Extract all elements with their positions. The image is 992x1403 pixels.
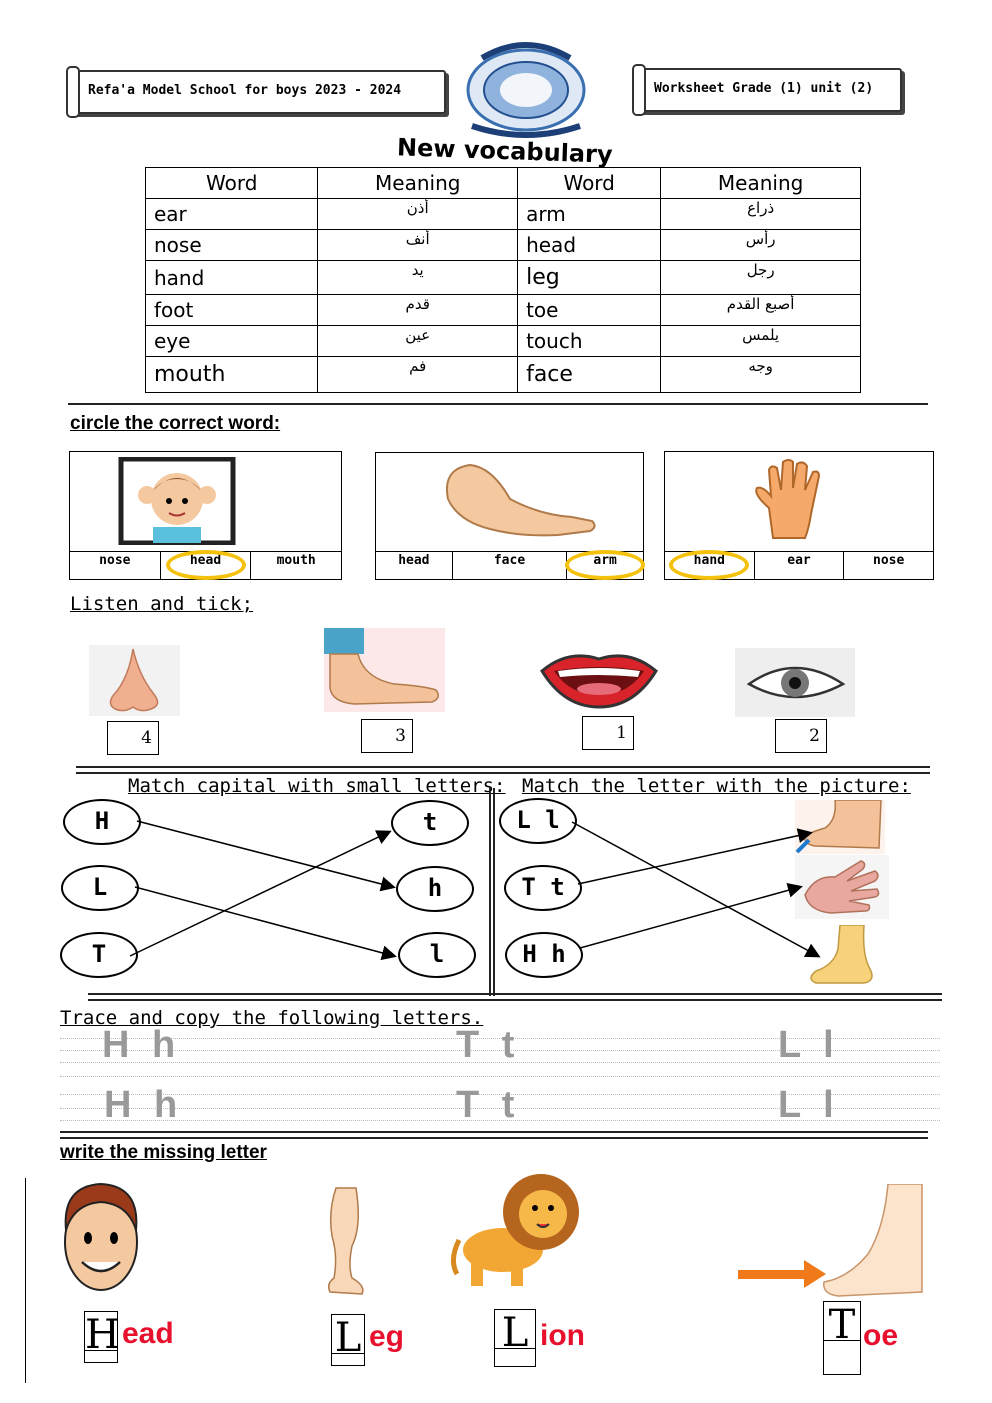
meaning-cell: يد xyxy=(318,261,518,295)
meaning-cell: يلمس xyxy=(661,326,861,357)
word-ending: oe xyxy=(863,1319,899,1352)
word-cell: arm xyxy=(518,199,661,230)
word-cell: foot xyxy=(146,295,318,326)
option-word[interactable]: arm xyxy=(567,552,643,579)
word-cell: face xyxy=(518,357,661,393)
header-meaning-2: Meaning xyxy=(661,168,861,199)
copy-letters[interactable]: H h xyxy=(104,1084,184,1126)
trace-letters[interactable]: L l xyxy=(778,1024,840,1066)
missing-letter-section-title: write the missing letter xyxy=(60,1142,267,1163)
margin-line xyxy=(25,1178,26,1383)
header-word-2: Word xyxy=(518,168,661,199)
word-cell: head xyxy=(518,230,661,261)
worksheet-info: Worksheet Grade (1) unit (2) xyxy=(654,81,874,96)
capital-letter-oval[interactable]: T xyxy=(60,932,138,978)
word-cell: eye xyxy=(146,326,318,357)
option-word[interactable]: face xyxy=(453,552,568,579)
small-letter-oval[interactable]: t xyxy=(391,800,469,846)
small-letter-oval[interactable]: h xyxy=(396,866,474,912)
word-cell: touch xyxy=(518,326,661,357)
header-word-1: Word xyxy=(146,168,318,199)
match-letters-title: Match capital with small letters: xyxy=(128,775,506,797)
word-cell: hand xyxy=(146,261,318,295)
small-letter-oval[interactable]: l xyxy=(398,932,476,978)
meaning-cell: فم xyxy=(318,357,518,393)
toe-foot-picture xyxy=(738,1184,924,1300)
leg-picture xyxy=(322,1186,372,1296)
word-ending: eg xyxy=(369,1320,405,1353)
letter-pair-oval[interactable]: T t xyxy=(504,865,582,911)
circle-section-title: circle the correct word: xyxy=(70,413,281,434)
capital-letter-oval[interactable]: L xyxy=(61,865,139,911)
capital-letter-oval[interactable]: H xyxy=(63,799,141,845)
word-ending: ion xyxy=(540,1319,585,1352)
meaning-cell: أصبع القدم xyxy=(661,295,861,326)
letter-pair-oval[interactable]: L l xyxy=(499,798,577,844)
school-name: Refa'a Model School for boys 2023 - 2024 xyxy=(88,83,402,98)
vocabulary-title: New vocabulary xyxy=(396,133,614,169)
option-word[interactable]: nose xyxy=(70,552,161,579)
dotted-line xyxy=(60,1076,940,1077)
copy-letters[interactable]: L l xyxy=(778,1084,840,1126)
word-cell: nose xyxy=(146,230,318,261)
word-ending: ead xyxy=(122,1317,174,1350)
divider xyxy=(60,1131,928,1139)
answer-box[interactable]: 3 xyxy=(361,719,413,753)
missing-letter-box[interactable]: L xyxy=(331,1314,365,1366)
option-word[interactable]: mouth xyxy=(276,553,316,568)
divider xyxy=(88,993,942,1001)
missing-letter-box[interactable]: T xyxy=(823,1301,861,1375)
word-cell: ear xyxy=(146,199,318,230)
meaning-cell: قدم xyxy=(318,295,518,326)
lion-picture xyxy=(449,1170,584,1290)
missing-letter-box[interactable]: L xyxy=(494,1309,536,1367)
meaning-cell: رجل xyxy=(661,261,861,295)
missing-letter-box[interactable]: H xyxy=(84,1311,118,1363)
meaning-cell: أنف xyxy=(318,230,518,261)
trace-letters[interactable]: H h xyxy=(102,1024,182,1066)
word-cell: leg xyxy=(518,261,661,295)
answer-box[interactable]: 4 xyxy=(107,721,159,755)
meaning-cell: عين xyxy=(318,326,518,357)
word-cell: toe xyxy=(518,295,661,326)
trace-section-title: Trace and copy the following letters. xyxy=(60,1007,484,1029)
answer-box[interactable]: 2 xyxy=(775,719,827,753)
header-meaning-1: Meaning xyxy=(318,168,518,199)
answer-box[interactable]: 1 xyxy=(582,716,634,750)
option-word[interactable]: ear xyxy=(755,552,845,579)
word-cell: mouth xyxy=(146,357,318,393)
option-word[interactable]: hand xyxy=(665,552,755,579)
copy-letters[interactable]: T t xyxy=(456,1084,521,1126)
match-pictures-title: Match the letter with the picture: xyxy=(522,775,911,797)
meaning-cell: أذن xyxy=(318,199,518,230)
meaning-cell: وجه xyxy=(661,357,861,393)
listen-section-title: Listen and tick; xyxy=(70,593,254,615)
meaning-cell: رأس xyxy=(661,230,861,261)
option-word[interactable]: nose xyxy=(873,553,905,568)
meaning-cell: ذراع xyxy=(661,199,861,230)
head-picture xyxy=(58,1180,144,1296)
option-word[interactable]: head xyxy=(376,552,453,579)
option-word[interactable]: head xyxy=(161,552,252,579)
trace-letters[interactable]: T t xyxy=(456,1024,521,1066)
letter-pair-oval[interactable]: H h xyxy=(505,932,583,978)
